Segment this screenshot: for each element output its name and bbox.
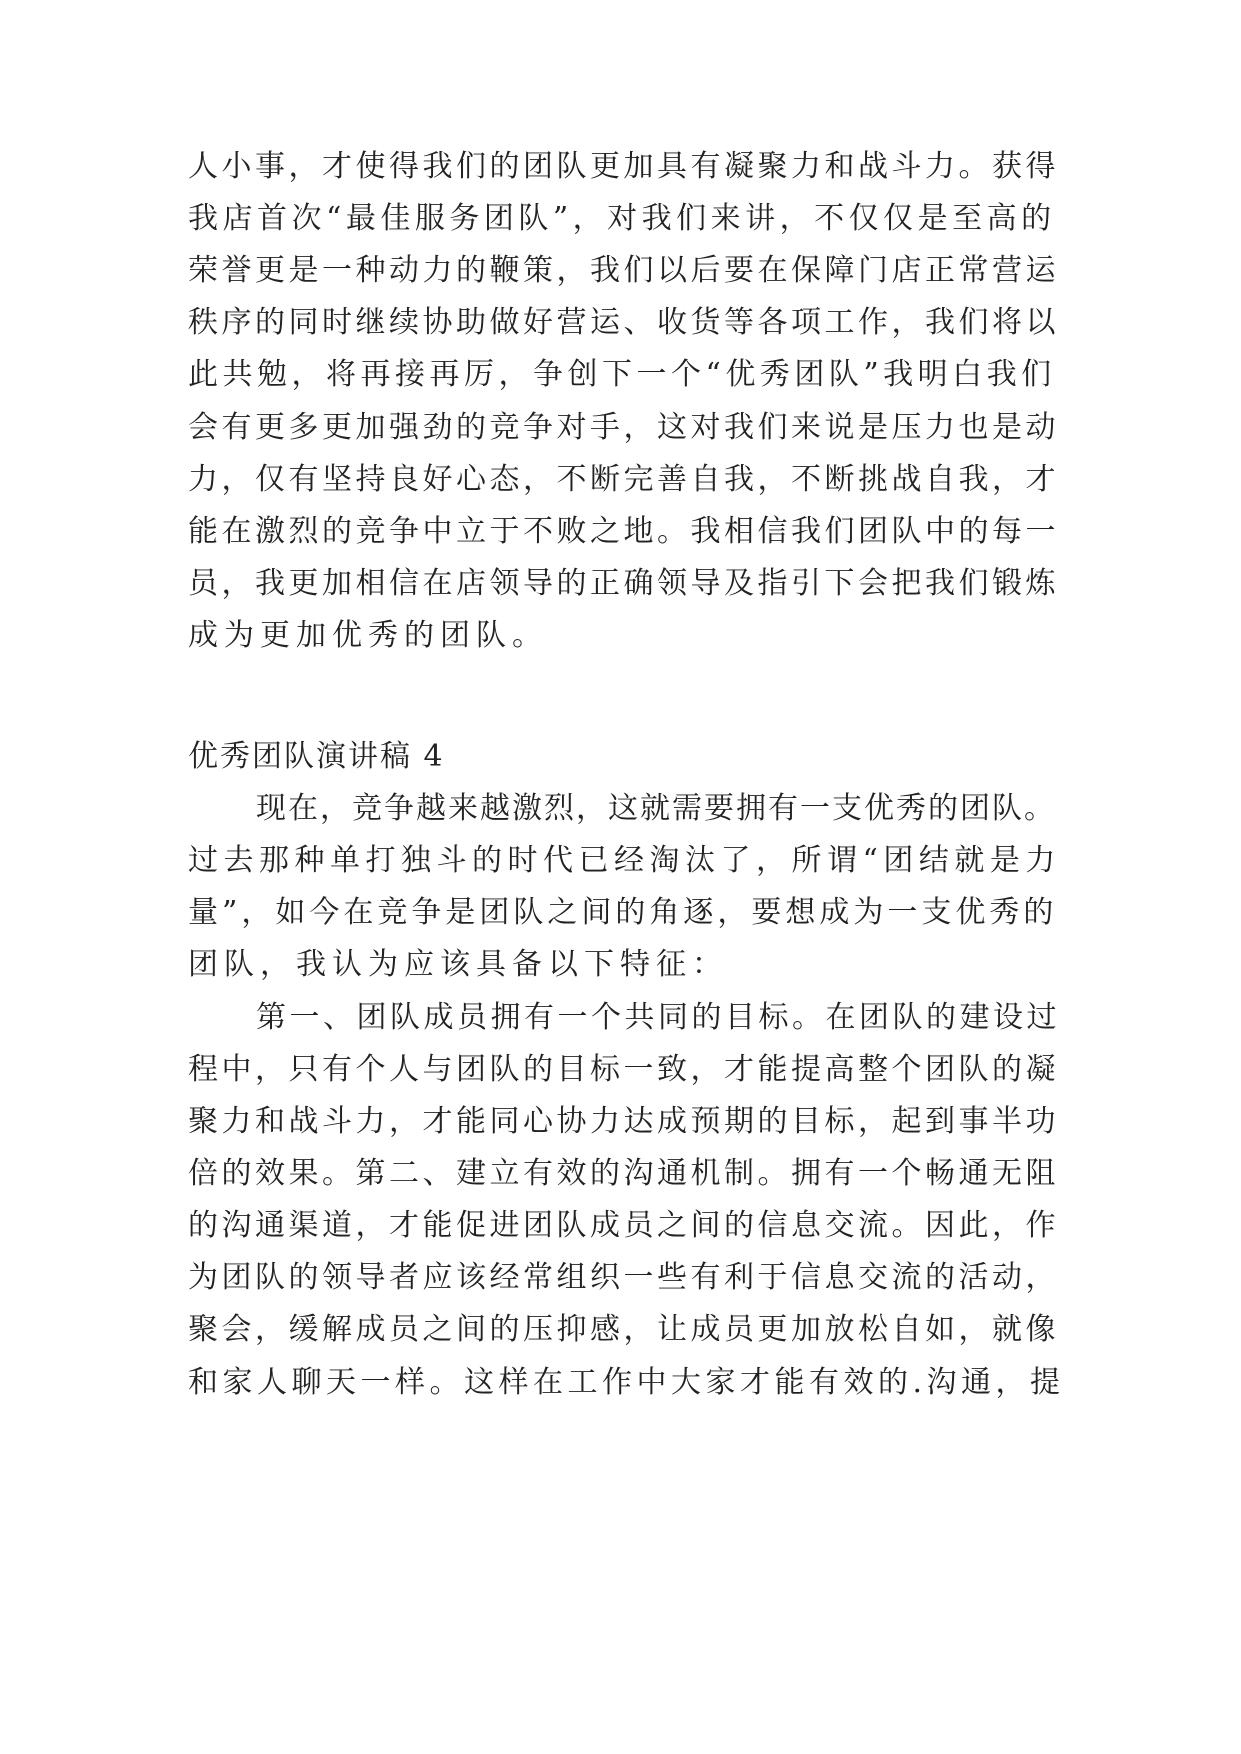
section-title: 优秀团队演讲稿 4 xyxy=(188,739,445,774)
body-text-line: 量”，如今在竞争是团队之间的角逐，要想成为一支优秀的 xyxy=(188,895,1058,930)
body-text-line: 此共勉，将再接再厉，争创下一个“优秀团队”我明白我们 xyxy=(188,357,1056,392)
body-text-line: 和家人聊天一样。这样在工作中大家才能有效的.沟通，提 xyxy=(188,1365,1065,1400)
body-text-line: 程中，只有个人与团队的目标一致，才能提高整个团队的凝 xyxy=(188,1052,1059,1087)
body-text-line: 秩序的同时继续协助做好营运、收货等各项工作，我们将以 xyxy=(188,305,1059,340)
body-text-line: 成为更加优秀的团队。 xyxy=(188,618,548,653)
body-text-line: 倍的效果。第二、建立有效的沟通机制。拥有一个畅通无阻 xyxy=(188,1156,1059,1191)
body-text-line: 能在激烈的竞争中立于不败之地。我相信我们团队中的每一 xyxy=(188,514,1059,549)
body-text-line: 聚会，缓解成员之间的压抑感，让成员更加放松自如，就像 xyxy=(188,1312,1059,1347)
body-text-line: 过去那种单打独斗的时代已经淘汰了，所谓“团结就是力 xyxy=(188,843,1061,878)
body-text-line: 为团队的领导者应该经常组织一些有利于信息交流的活动， xyxy=(188,1260,1059,1295)
body-text-line: 人小事，才使得我们的团队更加具有凝聚力和战斗力。获得 xyxy=(188,149,1059,184)
body-text-line: 员，我更加相信在店领导的正确领导及指引下会把我们锻炼 xyxy=(188,566,1059,601)
body-text-line: 团队，我认为应该具备以下特征： xyxy=(188,947,728,982)
body-text-line: 聚力和战斗力，才能同心协力达成预期的目标，起到事半功 xyxy=(188,1104,1059,1139)
body-text-line: 会有更多更加强劲的竞争对手，这对我们来说是压力也是动 xyxy=(188,410,1059,445)
body-text-line: 现在，竞争越来越激烈，这就需要拥有一支优秀的团队。 xyxy=(256,791,1056,826)
body-text-line: 荣誉更是一种动力的鞭策，我们以后要在保障门店正常营运 xyxy=(188,253,1059,288)
body-text-line: 的沟通渠道，才能促进团队成员之间的信息交流。因此，作 xyxy=(188,1208,1059,1243)
body-text-line: 第一、团队成员拥有一个共同的目标。在团队的建设过 xyxy=(256,1000,1060,1035)
body-text-line: 力，仅有坚持良好心态，不断完善自我，不断挑战自我，才 xyxy=(188,462,1059,497)
body-text-line: 我店首次“最佳服务团队”，对我们来讲，不仅仅是至高的 xyxy=(188,201,1056,236)
